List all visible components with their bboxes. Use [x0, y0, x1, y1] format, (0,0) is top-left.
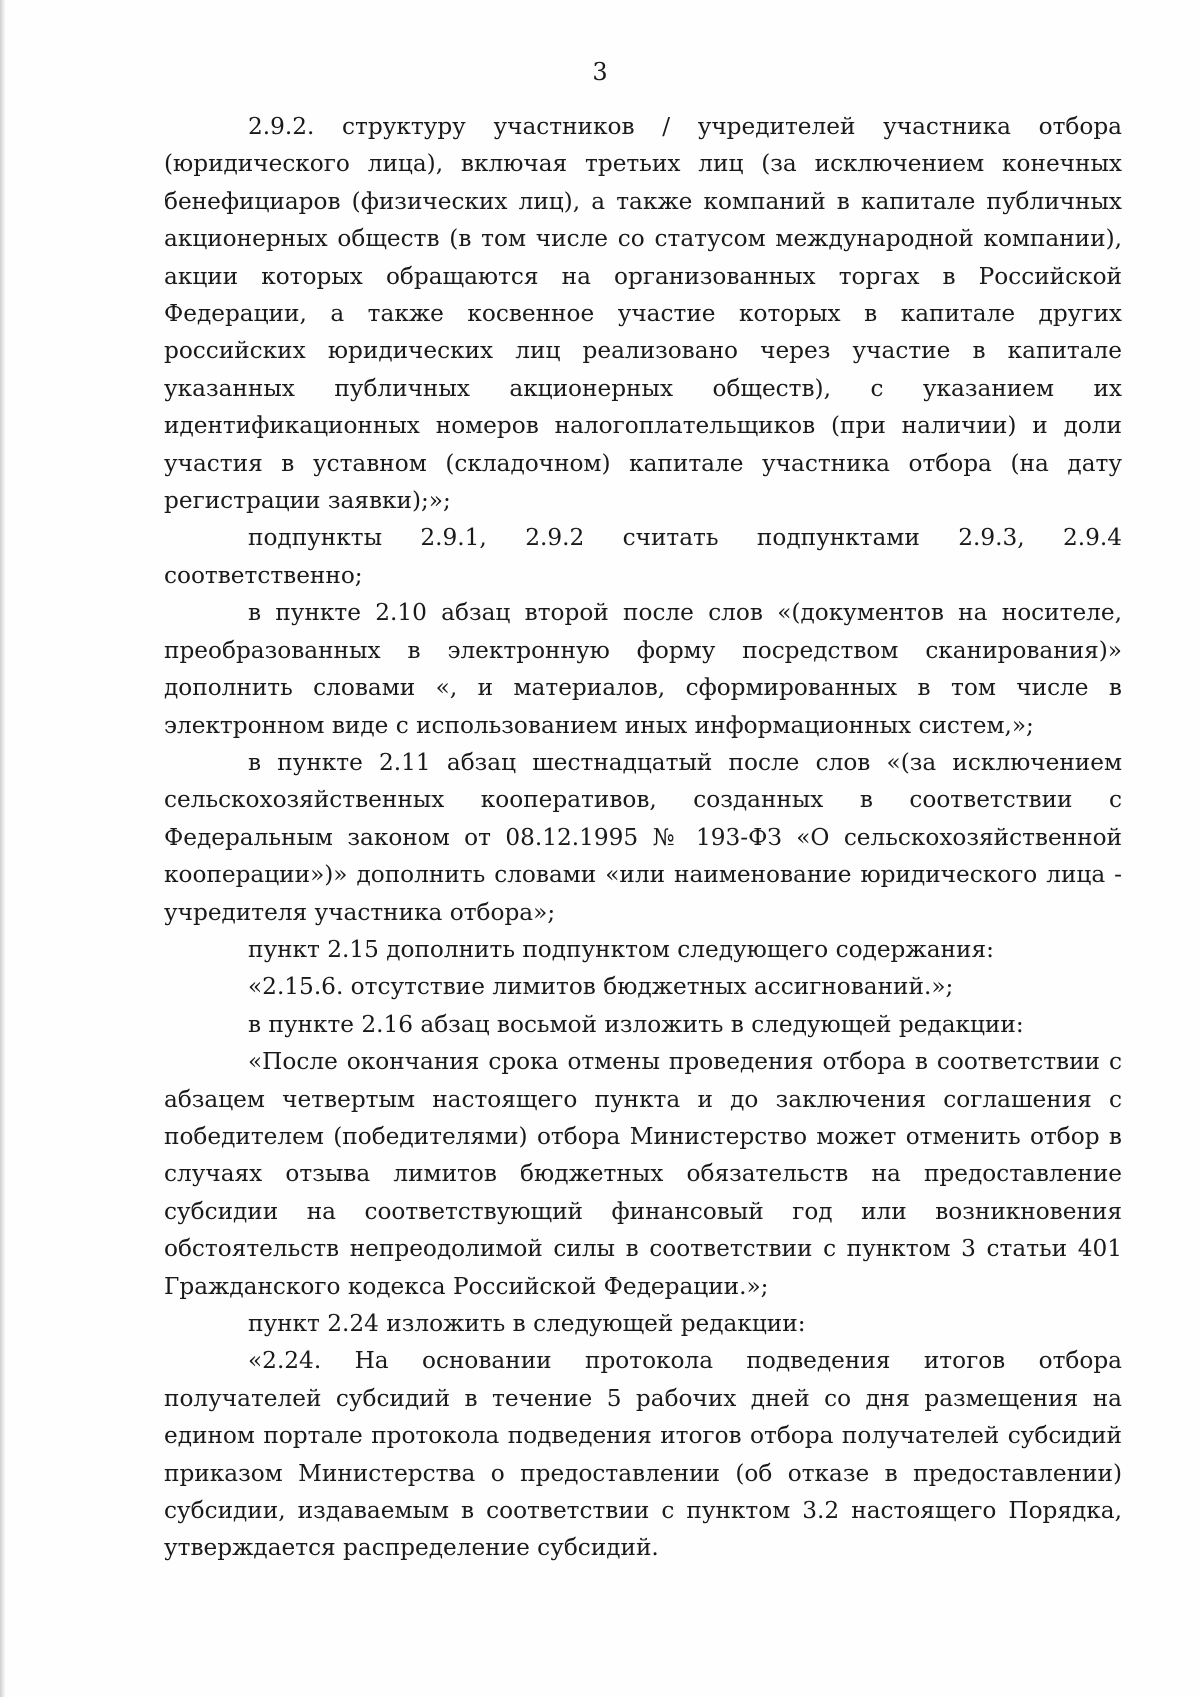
paragraph-2-15-6: «2.15.6. отсутствие лимитов бюджетных ассигнований.»; — [248, 973, 954, 1001]
paragraph-2-9-2: 2.9.2. структуру участников / учредителей участника отбора (юридического лица), включая третьих лиц (за исключением конечных бенефициаров (физических лиц), а также компаний в капитале публичных акционерных обществ (в том числе со статусом международной компании), акции которых обращаются на организованных торгах в Российской Федерации, а также косвенное участие которых в капитале других российских юридических лиц реализовано через участие в капитале указанных публичных акционерных обществ), с указанием их идентификационных номеров налогоплательщиков (при наличии) и доли участия в уставном (складочном) капитале участника отбора (на дату регистрации заявки);»; — [164, 113, 1122, 515]
paragraph-2-16-amendment: в пункте 2.16 абзац восьмой изложить в следующей редакции: — [248, 1010, 1024, 1038]
paragraph-2-10-amendment: в пункте 2.10 абзац второй после слов «(документов на носителе, преобразованных в электронную форму посредством сканирования)» дополнить словами «, и материалов, сформированных в том числе в электронном виде с использованием иных информационных систем,»; — [164, 599, 1122, 739]
paragraph-2-24-new-text: «2.24. На основании протокола подведения итогов отбора получателей субсидий в течение 5 рабочих дней со дня размещения на едином портале протокола подведения итогов отбора получателей субсидий приказом Министерства о предоставлении (об отказе в предоставлении) субсидии, издаваемым в соответствии с пунктом 3.2 настоящего Порядка, утверждается распределение субсидий. — [164, 1347, 1122, 1562]
paragraph-2-24-amendment: пункт 2.24 изложить в следующей редакции: — [248, 1310, 806, 1337]
paragraph-2-16-new-text: «После окончания срока отмены проведения отбора в соответствии с абзацем четвертым настоящего пункта и до заключения соглашения с победителем (победителями) отбора Министерство может отменить отбор в случаях отзыва лимитов бюджетных обязательств на предоставление субсидии на соответствующий финансовый год или возникновения обстоятельств непреодолимой силы в соответствии с пунктом 3 статьи 401 Гражданского кодекса Российской Федерации.»; — [164, 1048, 1122, 1300]
page-number: 3 — [592, 58, 608, 86]
paragraph-2-11-amendment: в пункте 2.11 абзац шестнадцатый после слов «(за исключением сельскохозяйственных кооперативов, созданных в соответствии с Федеральным законом от 08.12.1995 № 193-ФЗ «О сельскохозяйственной кооперации»)» дополнить словами «или наименование юридического лица - учредителя участника отбора»; — [164, 748, 1122, 926]
document-body — [164, 108, 1122, 1567]
scan-edge-shadow — [0, 0, 6, 1697]
paragraph-renumber-subitems: подпункты 2.9.1, 2.9.2 считать подпунктами 2.9.3, 2.9.4 соответственно; — [164, 524, 1122, 589]
paragraph-2-15-addition: пункт 2.15 дополнить подпунктом следующего содержания: — [248, 935, 994, 963]
